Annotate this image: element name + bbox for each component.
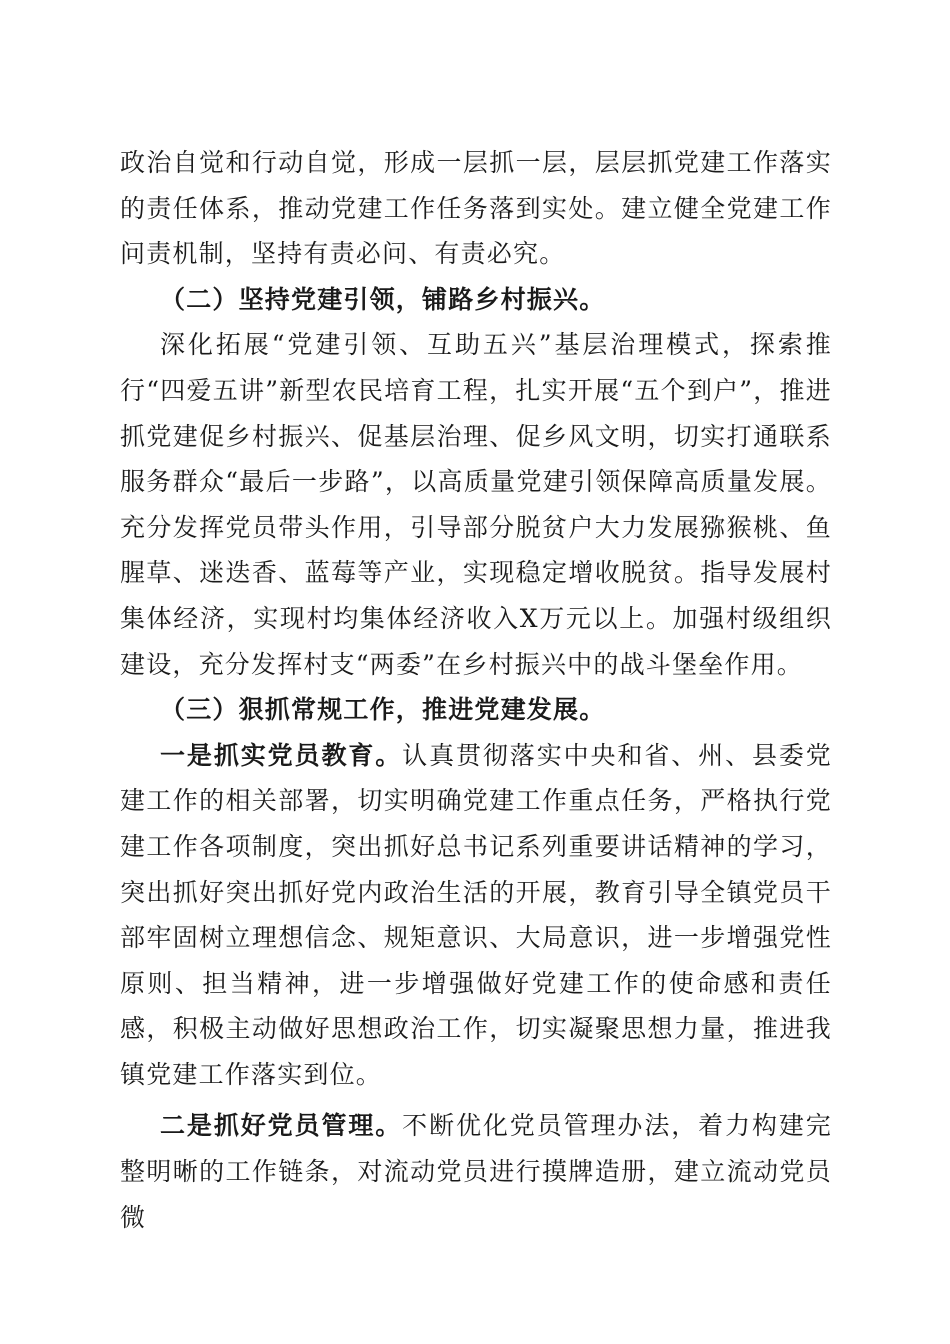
section-heading-2: （二）坚持党建引领，铺路乡村振兴。 <box>160 284 606 314</box>
paragraph-text: 深化拓展“党建引领、互助五兴”基层治理模式，探索推行“四爱五讲”新型农民培育工程，扎实开展“五个到户”，推进抓党建促乡村振兴、促基层治理、促乡风文明，切实打通联系服务群众“最后一步路”，以高质量党建引领保障高质量发展。充分发挥党员带头作用，引导部分脱贫户大力发展猕猴桃、鱼腥草、迷迭香、蓝莓等产业，实现稳定增收脱贫。指导发展村集体经济，实现村均集体经济收入X万元以上。加强村级组织建设，充分发挥村支“两委”在乡村振兴中的战斗堡垒作用。 <box>120 330 832 679</box>
paragraph-party-management <box>120 1103 832 1240</box>
paragraph-lead: 一是抓实党员教育。 <box>160 740 403 770</box>
paragraph-text: 不断优化党员管理办法，着力构建完整明晰的工作链条，对流动党员进行摸牌造册，建立流动党员微 <box>120 1111 832 1232</box>
paragraph-party-education <box>120 733 832 1098</box>
paragraph-text: 政治自觉和行动自觉，形成一层抓一层，层层抓党建工作落实的责任体系，推动党建工作任务落到实处。建立健全党建工作问责机制，坚持有责必问、有责必究。 <box>120 148 832 269</box>
paragraph-text: 认真贯彻落实中央和省、州、县委党建工作的相关部署，切实明确党建工作重点任务，严格执行党建工作各项制度，突出抓好总书记系列重要讲话精神的学习，突出抓好突出抓好党内政治生活的开展，教育引导全镇党员干部牢固树立理想信念、规矩意识、大局意识，进一步增强党性原则、担当精神，进一步增强做好党建工作的使命感和责任感，积极主动做好思想政治工作，切实凝聚思想力量，推进我镇党建工作落实到位。 <box>120 740 832 1089</box>
document-body <box>120 140 832 1240</box>
paragraph-rural-revitalization <box>120 322 832 687</box>
paragraph-responsibility <box>120 140 832 277</box>
section-heading-3: （三）狠抓常规工作，推进党建发展。 <box>160 695 606 725</box>
paragraph-lead: 二是抓好党员管理。 <box>160 1111 403 1141</box>
